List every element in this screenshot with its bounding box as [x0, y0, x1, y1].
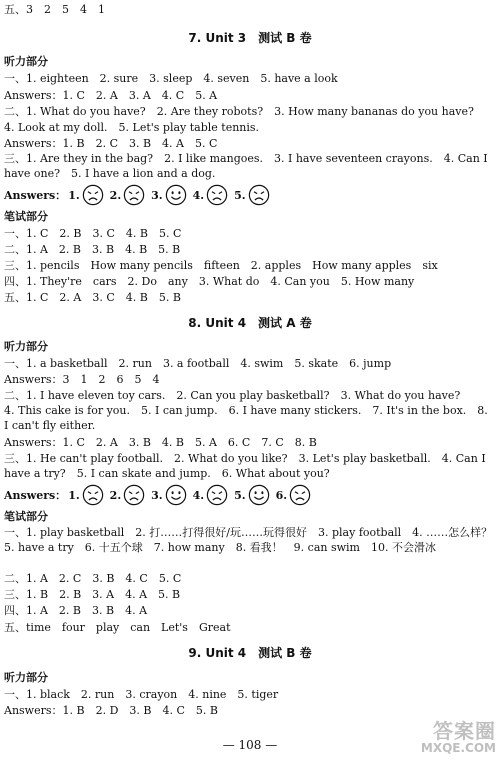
answer-line: 二、1. I have eleven toy cars. 2. Can you play basketball? 3. What do you have?: [4, 389, 461, 402]
answer-number: 6.: [275, 488, 288, 502]
answer-line: 三、1. He can't play football. 2. What do you like? 3. Let's play basketball. 4. Can I have a try? 5. I can skate and jump. 6. What about you?: [4, 452, 486, 480]
answer-line: Answers：1. C 2. A 3. B 4. B 5. A 6. C 7. C 8. B: [4, 436, 317, 449]
sad-face-icon: [248, 184, 270, 206]
face-answers-unit4-a: [4, 482, 494, 508]
face-answer-item: [110, 184, 145, 206]
sad-face-icon: [206, 484, 228, 506]
answer-line: 三、1. pencils How many pencils fifteen 2. apples How many apples six: [4, 259, 438, 272]
answer-number: 5.: [234, 188, 246, 202]
answer-line: 4. This cake is for you. 5. I can jump. 6. I have many stickers. 7. It's in the box. 8. I can't fly either.: [4, 404, 488, 432]
sad-face-icon: [289, 484, 311, 506]
happy-face-icon: [248, 484, 270, 506]
answer-number: 2.: [109, 188, 122, 202]
sad-face-icon: [206, 184, 228, 206]
answer-number: 1.: [68, 188, 80, 202]
face-answers-unit3-b: [4, 182, 494, 208]
answer-number: 3.: [151, 488, 163, 502]
answer-line: 四、1. A 2. B 3. B 4. A: [4, 604, 148, 617]
watermark-url: MXQE.COM: [420, 741, 496, 755]
face-answer-item: [276, 484, 311, 506]
answer-line: Answers：1. B 2. C 3. B 4. A 5. C: [4, 137, 218, 150]
happy-face-icon: [165, 484, 187, 506]
sad-face-icon: [123, 484, 145, 506]
section-title-unit3-b: 7. Unit 3 测试 B 卷: [188, 31, 312, 45]
answer-line: 一、1. C 2. B 3. C 4. B 5. C: [4, 227, 182, 240]
face-answer-item: [193, 484, 228, 506]
page-number: — 108 —: [222, 738, 278, 752]
answer-line: 一、1. a basketball 2. run 3. a football 4. swim 5. skate 6. jump: [4, 357, 392, 370]
answer-line: 四、1. They're cars 2. Do any 3. What do 4. Can you 5. How many: [4, 275, 415, 288]
face-answer-item: [68, 484, 103, 506]
answer-line: 三、1. Are they in the bag? 2. I like mangoes. 3. I have seventeen crayons. 4. Can I have one? 5. I have a lion and a dog.: [4, 152, 488, 180]
watermark-text: 答案圈: [433, 719, 496, 743]
answer-number: 4.: [192, 488, 205, 502]
answer-line: 五、1. C 2. A 3. C 4. B 5. B: [4, 291, 181, 304]
face-answer-item: [193, 184, 228, 206]
happy-face-icon: [165, 184, 187, 206]
answer-line: 三、1. B 2. B 3. A 4. A 5. B: [4, 588, 181, 601]
sad-face-icon: [82, 484, 104, 506]
answer-line: Answers：1. B 2. D 3. B 4. C 5. B: [4, 704, 218, 717]
answer-line: 二、1. A 2. C 3. B 4. C 5. C: [4, 572, 182, 585]
answer-number: 4.: [192, 188, 205, 202]
section-title-unit4-b: 9. Unit 4 测试 B 卷: [188, 646, 312, 660]
section-title-unit4-a: 8. Unit 4 测试 A 卷: [188, 316, 312, 330]
answers-label: Answers：: [4, 489, 67, 502]
listening-heading: 听力部分: [4, 671, 48, 684]
sad-face-icon: [82, 184, 104, 206]
answer-line: 五、time four play can Let's Great: [4, 621, 231, 634]
answer-number: 2.: [109, 488, 122, 502]
sad-face-icon: [123, 184, 145, 206]
written-heading: 笔试部分: [4, 210, 48, 223]
answer-line: Answers：3 1 2 6 5 4: [4, 373, 160, 386]
face-answer-item: [151, 184, 186, 206]
answer-line: Answers：1. C 2. A 3. A 4. C 5. A: [4, 89, 218, 102]
answer-line: 4. Look at my doll. 5. Let's play table tennis.: [4, 121, 260, 134]
listening-heading: 听力部分: [4, 55, 48, 68]
answers-label: Answers：: [4, 189, 67, 202]
face-answer-item: [110, 484, 145, 506]
listening-heading: 听力部分: [4, 340, 48, 353]
answer-number: 5.: [234, 488, 246, 502]
answer-line: 二、1. A 2. B 3. B 4. B 5. B: [4, 243, 181, 256]
face-answer-item: [234, 484, 269, 506]
face-answer-item: [234, 184, 269, 206]
answer-number: 1.: [68, 488, 80, 502]
answer-line: 二、1. What do you have? 2. Are they robots? 3. How many bananas do you have?: [4, 105, 474, 118]
face-answer-item: [68, 184, 103, 206]
answer-line: 一、1. play basketball 2. 打……打得很好/玩……玩得很好 3. play football 4. ……怎么样？ 5. have a try 6. 十五个球 7. how many 8. 看我！ 9. can swim 10. 不会滑冰: [4, 526, 493, 554]
watermark-logo: [410, 721, 496, 757]
answer-line: 一、1. black 2. run 3. crayon 4. nine 5. tiger: [4, 688, 279, 701]
face-answer-item: [151, 484, 186, 506]
answer-line: 一、1. eighteen 2. sure 3. sleep 4. seven 5. have a look: [4, 72, 338, 85]
answer-number: 3.: [151, 188, 163, 202]
written-heading: 笔试部分: [4, 510, 48, 523]
prev-section-tail: 五、3 2 5 4 1: [4, 3, 105, 16]
